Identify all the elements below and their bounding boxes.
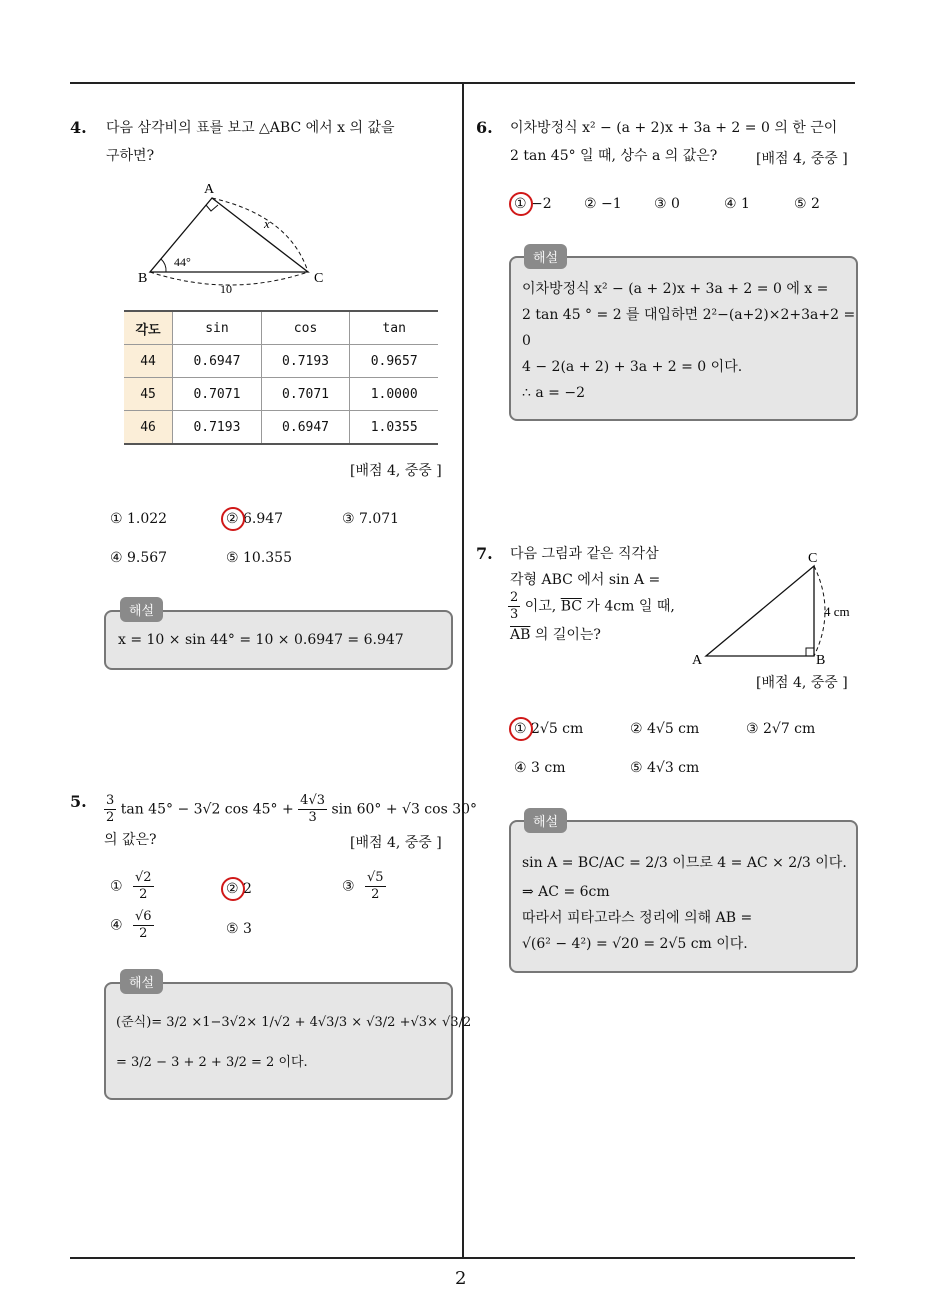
q7-solution-line2: ⇒ AC = 6cm [522, 884, 610, 900]
q4-option-2[interactable]: ② 6.947 [226, 511, 284, 527]
q5-frac2-den: 3 [308, 810, 317, 825]
q5-option-4[interactable] [110, 909, 154, 942]
q5-solution-line2: = 3/2 − 3 + 2 + 3/2 = 2 이다. [116, 1055, 308, 1070]
q5-option-5[interactable]: ⑤ 3 [226, 921, 252, 937]
option-symbol: ④ [110, 917, 123, 934]
q5-solution-box [104, 982, 453, 1100]
table-header: sin [173, 311, 262, 345]
q5-option-1[interactable] [110, 870, 154, 903]
q6-solution-line1: 이차방정식 x² − (a + 2)x + 3a + 2 = 0 에 x = [522, 281, 829, 297]
q6-option-2[interactable]: ② −1 [584, 196, 622, 212]
q7-frac-num: 2 [510, 590, 519, 605]
q4-label-A: A [204, 182, 215, 197]
q5-option-2[interactable]: ② 2 [226, 881, 252, 897]
table-header: cos [261, 311, 350, 345]
q7-number: 7. [476, 544, 493, 563]
q5-selected-mark [221, 877, 245, 901]
q6-solution-line5: ∴ a = −2 [522, 385, 585, 401]
q5-frac-num: 3 [106, 793, 115, 808]
q6-option-1[interactable]: ① −2 [514, 196, 552, 212]
option-symbol: ③ [342, 878, 355, 895]
q7-text-line1: 다음 그림과 같은 직각삼 [510, 546, 659, 562]
option-frac-num: √6 [135, 909, 152, 924]
q6-solution-line3: 0 [522, 333, 531, 349]
q7-selected-mark [509, 717, 533, 741]
q4-solution-text: x = 10 × sin 44° = 10 × 0.6947 = 6.947 [118, 632, 404, 648]
q7-solution-line3: 따라서 피타고라스 정리에 의해 AB = [522, 910, 753, 926]
q5-frac2-num: 4√3 [300, 793, 325, 808]
table-cell: 0.9657 [350, 345, 438, 378]
q7-option-4[interactable]: ④ 3 cm [514, 760, 566, 776]
q6-number: 6. [476, 118, 493, 137]
q5-number: 5. [70, 792, 87, 811]
q4-solution-tag: 해설 [120, 597, 163, 622]
q7-label-B: B [816, 653, 826, 668]
q4-label-B: B [138, 271, 148, 286]
q5-frac-den: 2 [106, 810, 115, 825]
q7-text-line2: 각형 ABC 에서 sin A = [510, 572, 661, 588]
q6-option-5[interactable]: ⑤ 2 [794, 196, 820, 212]
q6-solution-line4: 4 − 2(a + 2) + 3a + 2 = 0 이다. [522, 359, 743, 375]
q7-text-line3b: 가 4cm 일 때, [586, 598, 675, 615]
q7-option-5[interactable]: ⑤ 4√3 cm [630, 760, 700, 776]
q7-ab-segment: $\overline{AB}$ [510, 627, 531, 643]
table-cell: 0.6947 [261, 411, 350, 445]
q7-label-C: C [808, 551, 818, 566]
table-cell: 0.7071 [173, 378, 262, 411]
q7-text-line3a: 이고, [524, 598, 557, 615]
q7-solution-line4: √(6² − 4²) = √20 = 2√5 cm 이다. [522, 936, 748, 952]
table-header: 각도 [124, 311, 173, 345]
option-frac-num: √5 [367, 870, 384, 885]
q5-solution-tag: 해설 [120, 969, 163, 994]
q5-solution-line1: (준식)= 3/2 ×1−3√2× 1/√2 + 4√3/3 × √3/2 +√3× √3/2 [116, 1015, 472, 1030]
q4-trig-table [124, 310, 438, 445]
q6-text-line2: 2 tan 45° 일 때, 상수 a 의 값은? [510, 148, 718, 164]
q7-score: [배점 4, 중중 ] [756, 675, 848, 691]
option-frac-den: 2 [371, 887, 380, 902]
option-frac-den: 2 [139, 887, 148, 902]
q7-label-A: A [692, 653, 703, 668]
q7-frac-den: 3 [510, 607, 519, 622]
table-row [124, 411, 438, 445]
table-cell: 1.0000 [350, 378, 438, 411]
q7-option-1[interactable]: ① 2√5 cm [514, 721, 584, 737]
q7-text-line4-rest: 의 길이는? [534, 627, 601, 643]
q4-label-angle: 44° [174, 255, 191, 269]
q7-text-line4 [510, 624, 601, 644]
q7-text-line3 [508, 590, 675, 623]
q4-option-1[interactable]: ① 1.022 [110, 511, 168, 527]
q5-score: [배점 4, 중중 ] [350, 835, 442, 851]
q4-triangle-figure [130, 178, 340, 298]
option-frac-num: √2 [135, 870, 152, 885]
q4-option-3[interactable]: ③ 7.071 [342, 511, 400, 527]
q6-option-3[interactable]: ③ 0 [654, 196, 680, 212]
table-cell: 46 [124, 411, 173, 445]
option-symbol: ① [110, 878, 123, 895]
q5-expr-part1: tan 45° − 3√2 cos 45° + [120, 801, 294, 818]
q5-expr-part2: sin 60° + √3 cos 30° [331, 801, 478, 818]
option-frac-den: 2 [139, 926, 148, 941]
table-row [124, 378, 438, 411]
q4-label-C: C [314, 271, 324, 286]
table-cell: 0.7071 [261, 378, 350, 411]
table-cell: 1.0355 [350, 411, 438, 445]
q4-number: 4. [70, 118, 87, 137]
column-divider [462, 84, 464, 1259]
page-number: 2 [455, 1268, 467, 1289]
q6-solution-line2: 2 tan 45 ° = 2 를 대입하면 2²−(a+2)×2+3a+2 = [522, 307, 856, 323]
q4-text-line1: 다음 삼각비의 표를 보고 △ABC 에서 x 의 값을 [106, 120, 395, 136]
q4-selected-mark [221, 507, 245, 531]
q4-label-base: 10 [220, 282, 232, 296]
table-row [124, 345, 438, 378]
table-cell: 0.7193 [173, 411, 262, 445]
q6-option-4[interactable]: ④ 1 [724, 196, 750, 212]
q5-text-line2: 의 값은? [104, 832, 157, 848]
q4-option-5[interactable]: ⑤ 10.355 [226, 550, 292, 566]
q7-solution-tag: 해설 [524, 808, 567, 833]
q4-label-x: x [264, 216, 270, 231]
q7-solution-line1: sin A = BC/AC = 2/3 이므로 4 = AC × 2/3 이다. [522, 855, 847, 871]
q6-text-line1: 이차방정식 x² − (a + 2)x + 3a + 2 = 0 의 한 근이 [510, 120, 838, 136]
q5-expression [104, 793, 477, 826]
q4-text-line2: 구하면? [106, 148, 155, 164]
q6-solution-tag: 해설 [524, 244, 567, 269]
table-cell: 0.7193 [261, 345, 350, 378]
q7-bc-segment: $\overline{BC}$ [560, 598, 582, 615]
q4-score: [배점 4, 중중 ] [350, 463, 442, 479]
q7-label-side: 4 cm [824, 604, 850, 619]
table-cell: 0.6947 [173, 345, 262, 378]
table-header: tan [350, 311, 438, 345]
q7-option-3[interactable]: ③ 2√7 cm [746, 721, 816, 737]
bottom-rule [70, 1257, 855, 1259]
q6-selected-mark [509, 192, 533, 216]
q7-triangle-figure [688, 548, 860, 670]
q5-option-3[interactable] [342, 870, 386, 903]
q6-score: [배점 4, 중중 ] [756, 151, 848, 167]
q7-option-2[interactable]: ② 4√5 cm [630, 721, 700, 737]
table-cell: 44 [124, 345, 173, 378]
table-cell: 45 [124, 378, 173, 411]
q4-option-4[interactable]: ④ 9.567 [110, 550, 168, 566]
